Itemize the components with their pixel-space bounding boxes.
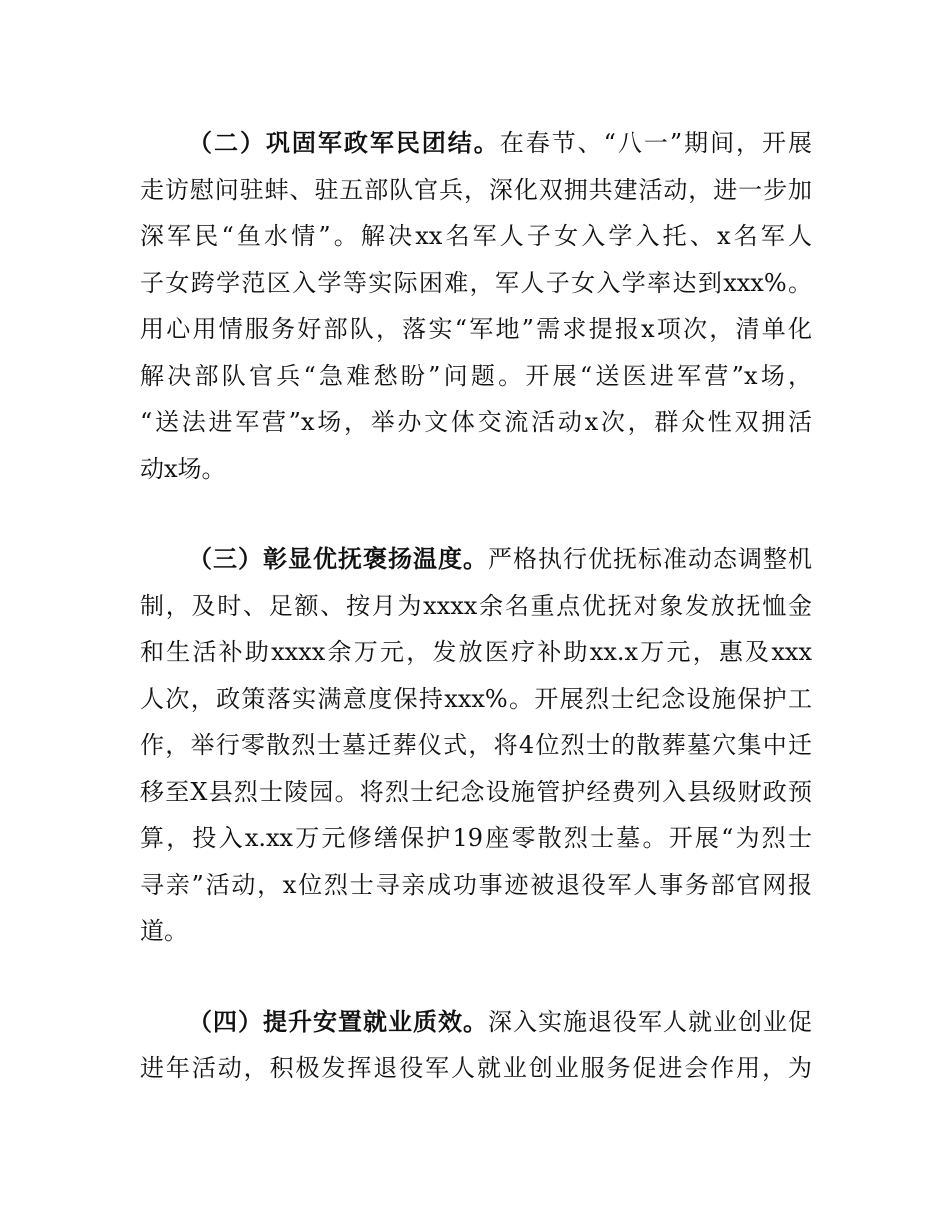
text-line: 制，及时、足额、按月为xxxx余名重点优抚对象发放抚恤金	[140, 591, 812, 620]
text-line: 深军民“鱼水情”。解决xx名军人子女入学入托、x名军人	[140, 222, 812, 250]
paragraph-military-civilian-unity	[140, 120, 812, 492]
text-line: 动x场。	[140, 454, 226, 483]
text-line: 寻亲”活动，x位烈士寻亲成功事迹被退役军人事务部官网报	[140, 870, 812, 899]
text-line: 走访慰问驻蚌、驻五部队官兵，深化双拥共建活动，进一步加	[140, 175, 812, 204]
text-line: 用心用情服务好部队，落实“军地”需求提报x项次，清单化	[140, 315, 812, 343]
text-line: “送法进军营”x场，举办文体交流活动x次，群众性双拥活	[140, 408, 812, 436]
text-line: 人次，政策落实满意度保持xxx%。开展烈士纪念设施保护工	[140, 684, 812, 713]
paragraph-preferential-care	[140, 536, 812, 955]
text-line: 子女跨学范区入学等实际困难，军人子女入学率达到xxx%。	[140, 268, 812, 297]
text-line: 算，投入x.xx万元修缮保护19座零散烈士墓。开展“为烈士	[140, 824, 812, 852]
text-line: 进年活动，积极发挥退役军人就业创业服务促进会作用，为	[140, 1054, 812, 1082]
text-line: （四）提升安置就业质效。深入实施退役军人就业创业促	[188, 1007, 812, 1036]
text-line: 和生活补助xxxx余万元，发放医疗补助xx.x万元，惠及xxx	[140, 638, 812, 666]
text-line: （三）彰显优抚褒扬温度。严格执行优抚标准动态调整机	[188, 545, 812, 573]
text-line: 移至X县烈士陵园。将烈士纪念设施管护经费列入县级财政预	[140, 777, 812, 806]
text-line: 作，举行零散烈士墓迁葬仪式，将4位烈士的散葬墓穴集中迁	[140, 731, 812, 759]
text-line: 解决部队官兵“急难愁盼”问题。开展“送医进军营”x场，	[140, 361, 812, 390]
paragraph-employment	[140, 999, 812, 1092]
section-heading: （二）巩固军政军民团结。	[188, 129, 500, 157]
text-line: （二）巩固军政军民团结。在春节、“八一”期间，开展	[188, 129, 812, 157]
section-heading: （四）提升安置就业质效。	[188, 1007, 488, 1036]
text-line: 道。	[140, 917, 188, 945]
section-heading: （三）彰显优抚褒扬温度。	[188, 545, 488, 573]
document-page	[140, 120, 812, 1136]
